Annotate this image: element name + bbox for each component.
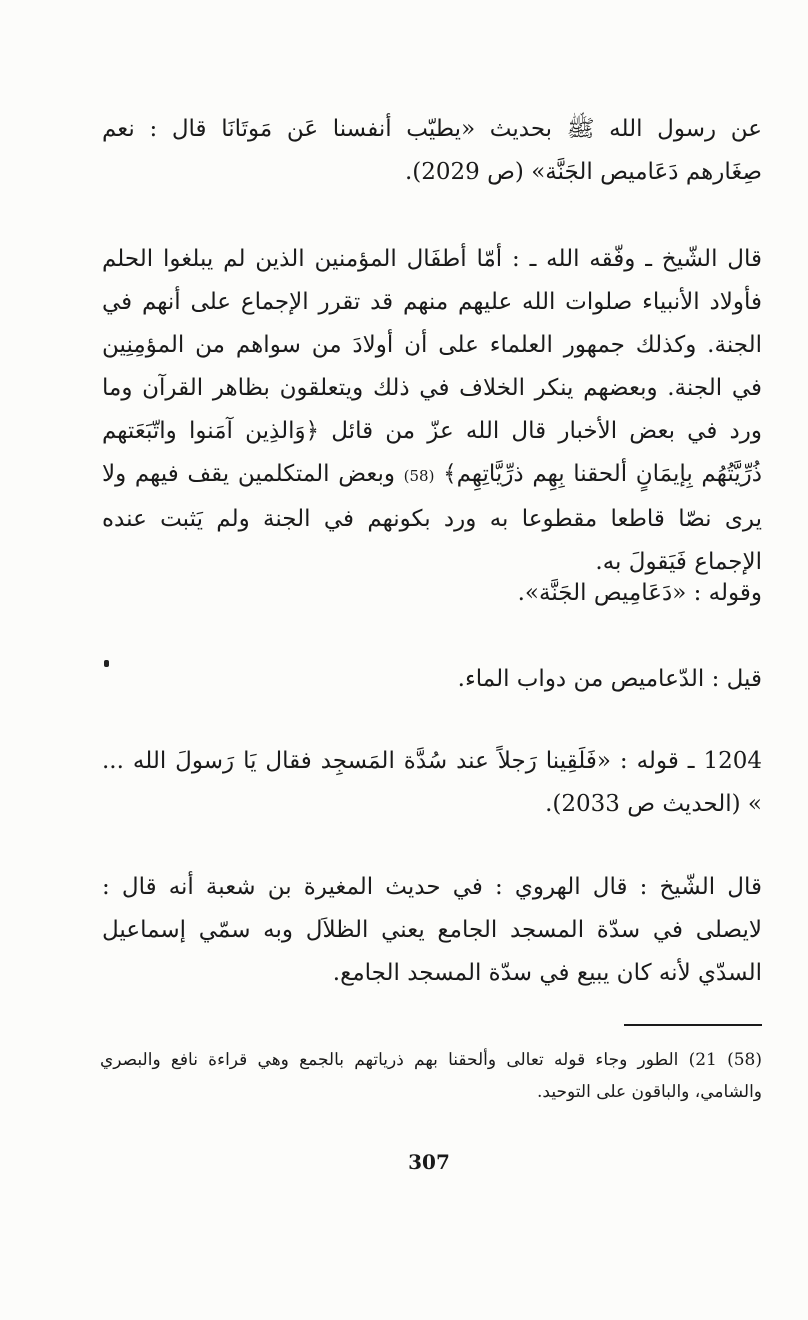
commentary-text: قال الشّيخ ـ وفّقه الله ـ : أمّا أطفَال المؤمنين الذين لم يبلغوا الحلم فأولاد الأنبياء صلوات الله عليهم منهم قد تقرر الإجماع على أنهم في الجنة. وكذلك جمهور العلماء على أن أولادَ من سواهم من المؤمِنِين في الجنة. وبعضهم ينكر الخلاف في ذلك ويتعلقون بظاهر القرآن وما ورد في بعض الأخبار قال الله عزّ من قائل ﴿وَالذِين آمَنوا واتّبَعَتهم ذُرِّيَّتُهُم بِإيمَانٍ ألحقنا بِهِم ذرِّيَّاتِهِم﴾ bbox=[102, 246, 763, 487]
footnote-divider bbox=[624, 1024, 762, 1026]
paragraph-hadith-intro: عن رسول الله ﷺ بحديث «يطيّب أنفسنا عَن مَوتَانَا قال : نعم صِغَارهم دَعَاميص الجَنَّة» (ص 2029). bbox=[102, 116, 762, 185]
paragraph-harawi-commentary: قال الشّيخ : قال الهروي : في حديث المغيرة بن شعبة أنه قال : لايصلى في سدّة المسجد الجامع يعني الظلاَل وبه سمّي إسماعيل السدّي لأنه كان يبيع في سدّة المسجد الجامع. bbox=[102, 874, 762, 986]
paragraph-definition: قيل : الدّعاميص من دواب الماء. bbox=[457, 666, 762, 692]
paragraph-hadith-1204: 1204 ـ قوله : «فَلَقِينا رَجلاً عند سُدَّة المَسجِد فقال يَا رَسولَ الله ... » (الحديث ص 2033). bbox=[102, 748, 762, 817]
commentary-text-continued: وبعض المتكلمين يقف فيهم ولا يرى نصّا قاطعا مقطوعا به ورد بكونهم في الجنة ولم يَثبت عنده الإجماع فَيَقولَ به. bbox=[102, 461, 762, 575]
paragraph-sheikh-commentary bbox=[102, 238, 762, 584]
footnote-reference: (58) bbox=[403, 467, 435, 485]
paragraph-quote-daamis: وقوله : «دَعَامِيص الجَنَّة». bbox=[517, 580, 762, 606]
footnote-58: (58) 21) الطور وجاء قوله تعالى وألحقنا بهم ذرياتهم بالجمع وهي قراءة نافع والبصري والشامي، والباقون على التوحيد. bbox=[100, 1050, 762, 1102]
page-number: 307 bbox=[408, 1150, 450, 1174]
